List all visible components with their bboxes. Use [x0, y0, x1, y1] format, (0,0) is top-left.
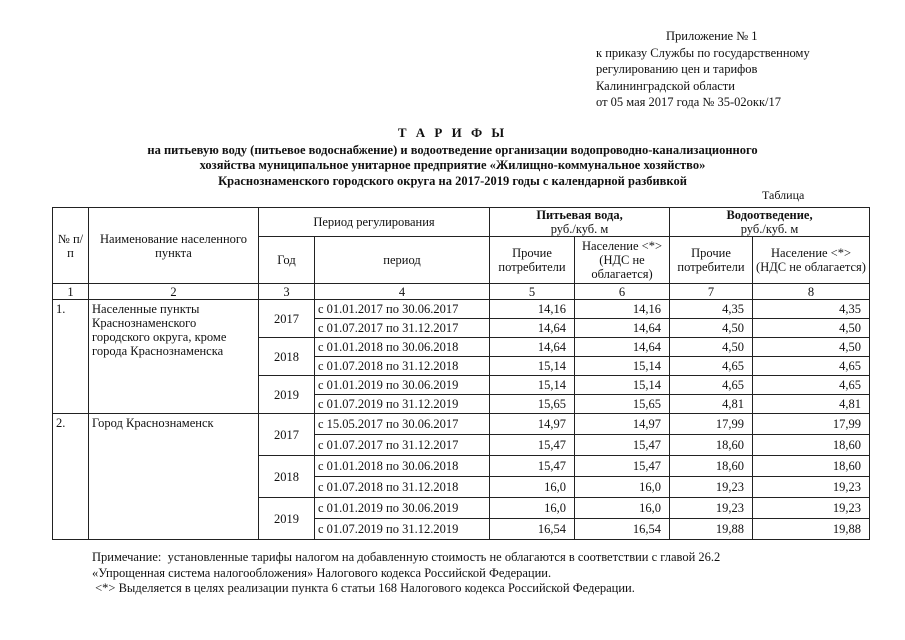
water-population-value: 15,65	[575, 395, 670, 414]
water-population-value: 14,64	[575, 338, 670, 357]
year-cell: 2019	[259, 498, 315, 540]
row-number: 2.	[53, 414, 89, 540]
water-population-value: 16,54	[575, 519, 670, 540]
header-sewer-other: Прочие потребители	[670, 237, 753, 284]
sewer-other-value: 18,60	[670, 456, 753, 477]
header-water	[490, 208, 670, 237]
period-cell: с 01.07.2019 по 31.12.2019	[315, 395, 490, 414]
sewer-other-value: 4,50	[670, 319, 753, 338]
title-word: Т А Р И Ф Ы	[397, 125, 508, 140]
sewer-other-value: 19,23	[670, 477, 753, 498]
period-cell: с 01.07.2018 по 31.12.2018	[315, 357, 490, 376]
water-other-value: 14,64	[490, 319, 575, 338]
document-title	[0, 125, 905, 189]
appendix-line: от 05 мая 2017 года № 35-02окк/17	[596, 95, 781, 109]
header-water-population: Население <*> (НДС не облагается)	[575, 237, 670, 284]
col-number: 3	[259, 284, 315, 300]
water-other-value: 15,65	[490, 395, 575, 414]
period-cell: с 01.01.2019 по 30.06.2019	[315, 376, 490, 395]
sewer-other-value: 4,50	[670, 338, 753, 357]
sewer-population-value: 4,35	[753, 300, 870, 319]
water-population-value: 15,47	[575, 435, 670, 456]
appendix-heading: Приложение № 1	[666, 29, 758, 43]
note-line: «Упрощенная система налогообложения» Налогового кодекса Российской Федерации.	[92, 565, 552, 580]
col-number: 6	[575, 284, 670, 300]
sewer-population-value: 19,88	[753, 519, 870, 540]
col-number: 4	[315, 284, 490, 300]
table-row	[53, 300, 870, 319]
header-period-group: Период регулирования	[259, 208, 490, 237]
col-number: 7	[670, 284, 753, 300]
period-cell: с 01.07.2017 по 31.12.2017	[315, 319, 490, 338]
title-line: Краснознаменского городского округа на 2017-2019 годы с календарной разбивкой	[218, 173, 687, 188]
note-line: <*> Выделяется в целях реализации пункта 6 статьи 168 Налогового кодекса Российской Федерации.	[92, 581, 635, 595]
sewer-population-value: 18,60	[753, 435, 870, 456]
row-number: 1.	[53, 300, 89, 414]
header-water-unit: руб./куб. м	[550, 222, 609, 236]
table-row	[53, 414, 870, 435]
table-body	[53, 300, 870, 540]
col-number: 1	[53, 284, 89, 300]
sewer-population-value: 4,65	[753, 376, 870, 395]
sewer-other-value: 18,60	[670, 435, 753, 456]
header-sewer-title: Водоотведение,	[726, 208, 813, 222]
sewer-population-value: 4,50	[753, 338, 870, 357]
header-sewer-unit: руб./куб. м	[740, 222, 799, 236]
sewer-population-value: 19,23	[753, 498, 870, 519]
year-cell: 2017	[259, 414, 315, 456]
period-cell: с 01.07.2019 по 31.12.2019	[315, 519, 490, 540]
header-water-other: Прочие потребители	[490, 237, 575, 284]
year-cell: 2019	[259, 376, 315, 414]
water-other-value: 14,97	[490, 414, 575, 435]
appendix-line: Калининградской области	[596, 78, 735, 93]
title-line: хозяйства муниципальное унитарное предприятие «Жилищно-коммунальное хозяйство»	[199, 158, 706, 172]
water-population-value: 14,16	[575, 300, 670, 319]
water-population-value: 14,97	[575, 414, 670, 435]
period-cell: с 01.01.2017 по 30.06.2017	[315, 300, 490, 319]
settlement-name: Город Краснознаменск	[89, 414, 259, 540]
table-label: Таблица	[762, 188, 805, 202]
sewer-population-value: 18,60	[753, 456, 870, 477]
water-other-value: 14,16	[490, 300, 575, 319]
period-cell: с 01.07.2018 по 31.12.2018	[315, 477, 490, 498]
sewer-other-value: 19,23	[670, 498, 753, 519]
water-other-value: 15,47	[490, 456, 575, 477]
water-population-value: 16,0	[575, 477, 670, 498]
header-year: Год	[259, 237, 315, 284]
header-period: период	[315, 237, 490, 284]
water-other-value: 14,64	[490, 338, 575, 357]
header-num: № п/п	[53, 208, 89, 284]
year-cell: 2018	[259, 338, 315, 376]
title-line: на питьевую воду (питьевое водоснабжение) и водоотведение организации водопроводно-канализационного	[147, 142, 758, 157]
water-population-value: 15,14	[575, 376, 670, 395]
note-line: Примечание: установленные тарифы налогом на добавленную стоимость не облагаются в соответствии с главой 26.2	[92, 550, 721, 564]
col-number: 8	[753, 284, 870, 300]
appendix-line: регулированию цен и тарифов	[596, 62, 758, 76]
col-number: 2	[89, 284, 259, 300]
period-cell: с 01.07.2017 по 31.12.2017	[315, 435, 490, 456]
water-other-value: 16,54	[490, 519, 575, 540]
water-population-value: 16,0	[575, 498, 670, 519]
sewer-other-value: 4,65	[670, 376, 753, 395]
appendix-reference	[596, 28, 896, 111]
sewer-population-value: 4,50	[753, 319, 870, 338]
water-population-value: 15,47	[575, 456, 670, 477]
period-cell: с 01.01.2018 по 30.06.2018	[315, 456, 490, 477]
sewer-population-value: 17,99	[753, 414, 870, 435]
water-other-value: 15,47	[490, 435, 575, 456]
sewer-other-value: 4,81	[670, 395, 753, 414]
year-cell: 2018	[259, 456, 315, 498]
water-population-value: 15,14	[575, 357, 670, 376]
appendix-line: к приказу Службы по государственному	[596, 45, 810, 60]
water-other-value: 15,14	[490, 357, 575, 376]
sewer-other-value: 19,88	[670, 519, 753, 540]
col-number: 5	[490, 284, 575, 300]
period-cell: с 01.01.2018 по 30.06.2018	[315, 338, 490, 357]
settlement-name: Населенные пункты Краснознаменского городского округа, кроме города Краснознаменска	[89, 300, 259, 414]
tariff-table	[52, 207, 870, 540]
header-sewer	[670, 208, 870, 237]
water-other-value: 15,14	[490, 376, 575, 395]
water-population-value: 14,64	[575, 319, 670, 338]
sewer-other-value: 4,35	[670, 300, 753, 319]
header-name: Наименование населенного пункта	[89, 208, 259, 284]
period-cell: с 01.01.2019 по 30.06.2019	[315, 498, 490, 519]
year-cell: 2017	[259, 300, 315, 338]
header-sewer-population: Население <*> (НДС не облагается)	[753, 237, 870, 284]
sewer-population-value: 19,23	[753, 477, 870, 498]
sewer-population-value: 4,81	[753, 395, 870, 414]
sewer-other-value: 17,99	[670, 414, 753, 435]
period-cell: с 15.05.2017 по 30.06.2017	[315, 414, 490, 435]
notes	[92, 550, 882, 597]
water-other-value: 16,0	[490, 477, 575, 498]
water-other-value: 16,0	[490, 498, 575, 519]
sewer-population-value: 4,65	[753, 357, 870, 376]
sewer-other-value: 4,65	[670, 357, 753, 376]
header-water-title: Питьевая вода,	[536, 208, 623, 222]
